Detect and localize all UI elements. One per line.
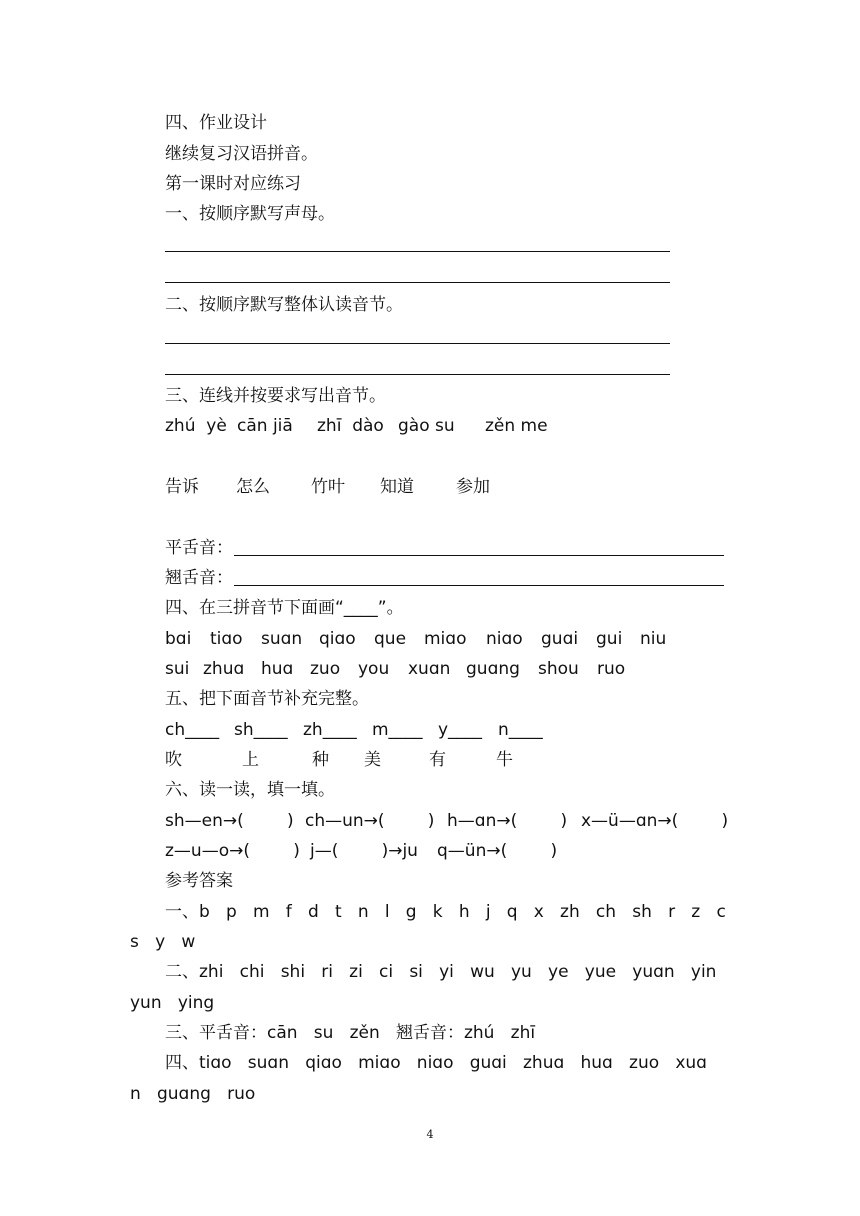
q3-word-4: 知道 xyxy=(380,477,414,497)
q4-syllable: tiɑo xyxy=(210,629,243,649)
q6-item: x—ü—ɑn→( ) xyxy=(581,811,729,831)
answer-2-line-1: 二、zhi chi shi ri zi ci si yi wu yu ye yue yuɑn yin xyxy=(165,962,717,982)
q3-flat-tongue-label: 平舌音： xyxy=(165,538,233,558)
q5-initial: zh____ xyxy=(303,720,357,740)
q4-syllable: zuo xyxy=(310,659,341,679)
q4-syllable: zhuɑ xyxy=(203,659,245,679)
q3-pinyin-4: gào su xyxy=(398,416,455,436)
q4-syllable: qiɑo xyxy=(319,629,356,649)
q3-pinyin-3: zhī dào xyxy=(317,416,384,436)
homework-heading: 四、作业设计 xyxy=(165,113,267,133)
q4-syllable: niɑo xyxy=(486,629,523,649)
q3-retroflex-label: 翘舌音： xyxy=(165,568,233,588)
q4-syllable: bɑi xyxy=(165,629,192,649)
q3-pinyin-5: zěn me xyxy=(485,416,548,436)
answer-1-line-1: 一、b p m f d t n l g k h j q x zh ch sh r z c xyxy=(165,902,726,922)
q2-title: 二、按顺序默写整体认读音节。 xyxy=(165,295,403,315)
q3-pinyin-1: zhú yè xyxy=(165,416,227,436)
q4-syllable: suɑn xyxy=(261,629,303,649)
q4-syllable: niu xyxy=(640,629,667,649)
q3-word-1: 告诉 xyxy=(165,477,199,497)
q5-initial: n____ xyxy=(498,720,543,740)
q5-initial: ch____ xyxy=(165,720,220,740)
q5-initial: m____ xyxy=(372,720,423,740)
q4-syllable: ruo xyxy=(597,659,626,679)
q5-char: 吹 xyxy=(165,750,182,770)
q2-answer-line-1 xyxy=(165,343,670,344)
q1-answer-line-1 xyxy=(165,251,670,252)
q6-item: q—ün→( ) xyxy=(437,841,558,861)
q5-char: 牛 xyxy=(496,750,513,770)
q3-word-3: 竹叶 xyxy=(311,477,345,497)
q1-title: 一、按顺序默写声母。 xyxy=(165,204,335,224)
answer-2-line-2: yun ying xyxy=(130,993,215,1013)
q6-item: h—ɑn→( ) xyxy=(447,811,568,831)
q6-item: sh—en→( ) xyxy=(165,811,294,831)
page-number: 4 xyxy=(426,1128,434,1141)
answer-4-line-1: 四、tiɑo suɑn qiɑo miɑo niɑo guɑi zhuɑ huɑ zuo xuɑ xyxy=(165,1053,707,1073)
q5-title: 五、把下面音节补充完整。 xyxy=(165,689,369,709)
q5-initial: sh____ xyxy=(234,720,288,740)
answers-title: 参考答案 xyxy=(165,871,233,891)
q3-retroflex-answer-line xyxy=(234,585,724,586)
q5-initial: y____ xyxy=(438,720,483,740)
q4-syllable: que xyxy=(374,629,407,649)
q6-item: j—( )→ju xyxy=(310,841,418,861)
homework-line-2: 第一课时对应练习 xyxy=(165,174,301,194)
q4-syllable: shou xyxy=(538,659,579,679)
q3-word-2: 怎么 xyxy=(236,477,270,497)
q3-pinyin-2: cān jiā xyxy=(237,416,293,436)
q4-syllable: guɑi xyxy=(541,629,579,649)
q6-title: 六、读一读，填一填。 xyxy=(165,780,335,800)
q3-flat-tongue-answer-line xyxy=(234,555,724,556)
q4-syllable: gui xyxy=(596,629,623,649)
q4-syllable: you xyxy=(358,659,390,679)
q6-item: z—u—o→( ) xyxy=(165,841,300,861)
q2-answer-line-2 xyxy=(165,374,670,375)
q5-char: 上 xyxy=(242,750,259,770)
homework-line-1: 继续复习汉语拼音。 xyxy=(165,144,318,164)
q5-char: 美 xyxy=(364,750,381,770)
q4-syllable: xuɑn xyxy=(408,659,451,679)
q1-answer-line-2 xyxy=(165,282,670,283)
answer-4-line-2: n guɑng ruo xyxy=(130,1084,256,1104)
q6-item: ch—un→( ) xyxy=(305,811,435,831)
q3-word-5: 参加 xyxy=(456,477,490,497)
q4-syllable: sui xyxy=(165,659,190,679)
q3-title: 三、连线并按要求写出音节。 xyxy=(165,386,386,406)
q4-syllable: huɑ xyxy=(261,659,294,679)
answer-3: 三、平舌音：cān su zěn 翘舌音：zhú zhī xyxy=(165,1023,536,1043)
answer-1-line-2: s y w xyxy=(130,932,196,952)
q4-syllable: miɑo xyxy=(424,629,467,649)
q4-title: 四、在三拼音节下面画“____”。 xyxy=(165,598,404,618)
q4-syllable: guɑng xyxy=(466,659,520,679)
q5-char: 有 xyxy=(429,750,446,770)
q5-char: 种 xyxy=(312,750,329,770)
